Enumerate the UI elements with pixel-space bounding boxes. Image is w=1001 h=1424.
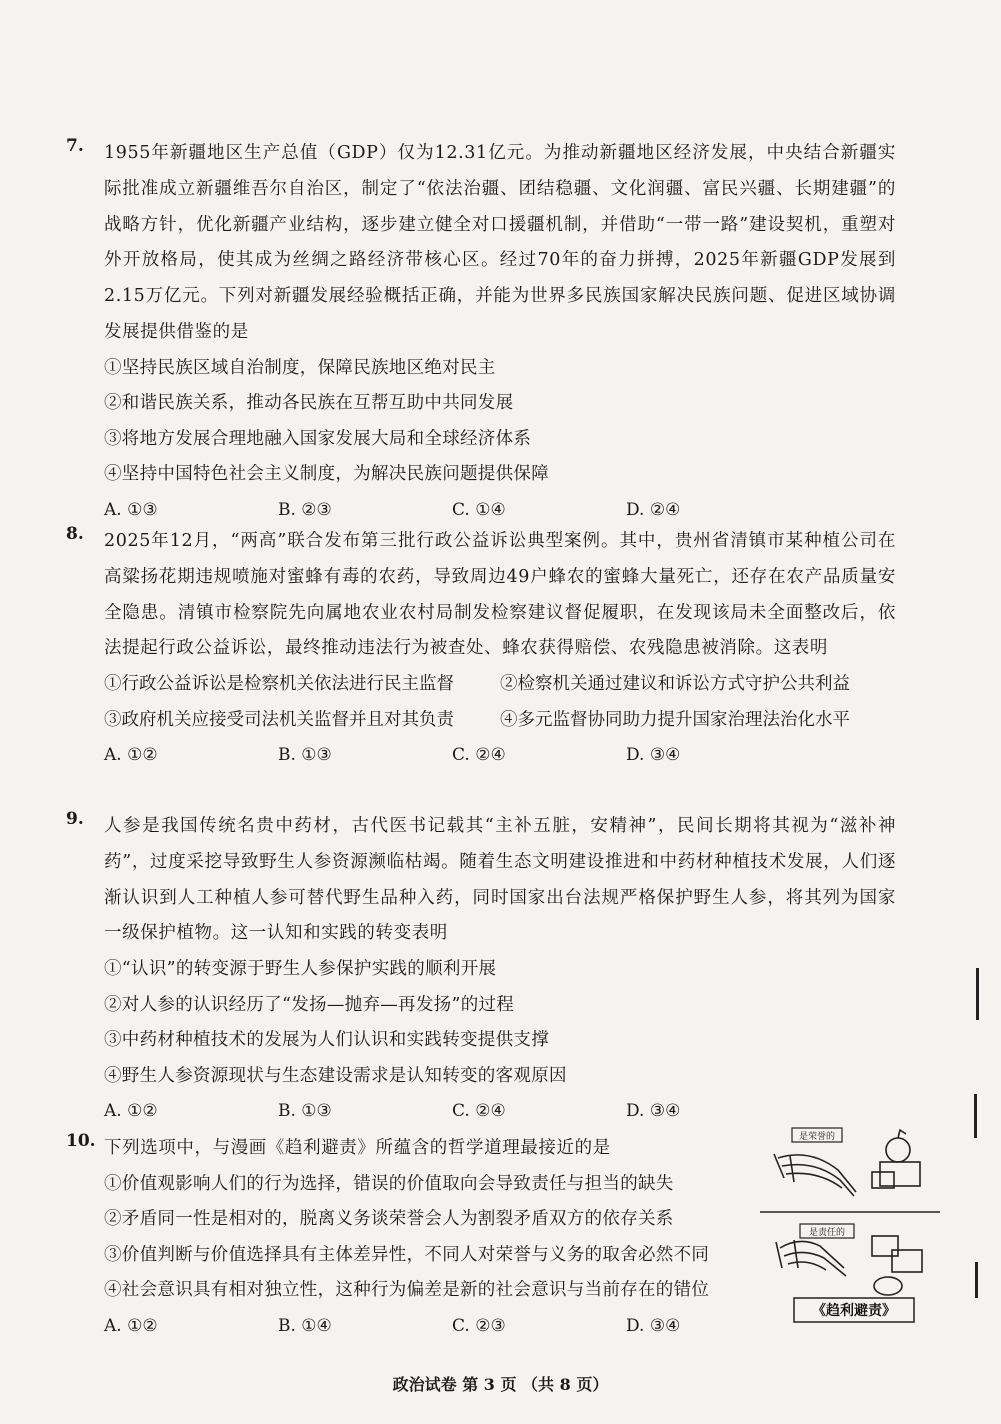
statement-4: ④社会意识具有相对独立性，这种行为偏差是新的社会意识与当前存在的错位: [104, 1280, 710, 1301]
statement-row: [104, 703, 896, 739]
scan-edge-mark: [974, 1094, 977, 1138]
question-number: 8.: [66, 524, 84, 544]
statement-3: ③中药材种植技术的发展为人们认识和实践转变提供支撑: [104, 1030, 549, 1051]
option-a[interactable]: A. ①②: [104, 1101, 158, 1122]
question-9: [66, 809, 896, 1130]
option-c[interactable]: C. ①④: [452, 499, 506, 520]
answer-options: [104, 738, 896, 774]
question-stem: 1955年新疆地区生产总值（GDP）仅为12.31亿元。为推动新疆地区经济发展，中央结合新疆实际批准成立新疆维吾尔自治区，制定了“依法治疆、团结稳疆、文化润疆、富民兴疆、长期建疆”的战略方针，优化新疆产业结构，逐步建立健全对口援疆机制，并借助“一带一路”建设契机，重塑对外开放格局，使其成为丝绸之路经济带核心区。经过70年的奋力拼搏，2025年新疆GDP发展到2.15万亿元。下列对新疆发展经验概括正确，并能为世界多民族国家解决民族问题、促进区域协调发展提供借鉴的是: [104, 143, 896, 342]
question-number: 10.: [66, 1131, 96, 1151]
statement-2: ②对人参的认识经历了“发扬—抛弃—再发扬”的过程: [104, 994, 515, 1015]
option-d[interactable]: D. ③④: [626, 1315, 681, 1336]
question-7: [66, 136, 896, 528]
option-d[interactable]: D. ③④: [626, 1101, 681, 1122]
question-stem: 下列选项中，与漫画《趋利避责》所蕴含的哲学道理最接近的是: [104, 1138, 611, 1158]
answer-options: [104, 493, 896, 529]
scan-edge-mark: [975, 1262, 978, 1298]
question-stem: 人参是我国传统名贵中药材，古代医书记载其“主补五脏，安精神”，民间长期将其视为“滋补神药”，过度采挖导致野生人参资源濒临枯竭。随着生态文明建设推进和中药材种植技术发展，人们逐渐认识到人工种植人参可替代野生品种入药，同时国家出台法规严格保护野生人参，将其列为国家一级保护植物。这一认知和实践的转变表明: [104, 816, 896, 944]
question-number: 9.: [66, 809, 84, 829]
option-a[interactable]: A. ①②: [104, 745, 158, 766]
option-b[interactable]: B. ①③: [278, 1101, 332, 1122]
statement-2: ②矛盾同一性是相对的，脱离义务谈荣誉会人为割裂矛盾双方的依存关系: [104, 1209, 674, 1230]
scan-edge-mark: [976, 968, 979, 1020]
statement-2: ②检察机关通过建议和诉讼方式守护公共利益: [500, 674, 850, 695]
statement-row: [104, 667, 896, 703]
option-c[interactable]: C. ②③: [452, 1315, 506, 1336]
statement-3: ③政府机关应接受司法机关监督并且对其负责: [104, 709, 454, 730]
option-c[interactable]: C. ②④: [452, 1101, 506, 1122]
statement-1: ①价值观影响人们的行为选择，错误的价值取向会导致责任与担当的缺失: [104, 1173, 674, 1194]
option-a[interactable]: A. ①③: [104, 499, 158, 520]
statement-1: ①“认识”的转变源于野生人参保护实践的顺利开展: [104, 959, 497, 980]
statement-1: ①行政公益诉讼是检察机关依法进行民主监督: [104, 674, 454, 695]
statement-4: ④坚持中国特色社会主义制度，为解决民族问题提供保障: [104, 464, 549, 485]
option-d[interactable]: D. ③④: [626, 745, 681, 766]
option-d[interactable]: D. ②④: [626, 499, 681, 520]
statement-2: ②和谐民族关系，推动各民族在互帮互助中共同发展: [104, 393, 514, 414]
option-c[interactable]: C. ②④: [452, 745, 506, 766]
option-a[interactable]: A. ①②: [104, 1315, 158, 1336]
page-footer: 政治试卷 第 3 页 （共 8 页）: [392, 1375, 609, 1394]
statement-4: ④野生人参资源现状与生态建设需求是认知转变的客观原因: [104, 1065, 567, 1086]
statement-1: ①坚持民族区域自治制度，保障民族地区绝对民主: [104, 357, 496, 378]
question-stem: 2025年12月，“两高”联合发布第三批行政公益诉讼典型案例。其中，贵州省清镇市某种植公司在高粱扬花期违规喷施对蜜蜂有毒的农药，导致周边49户蜂农的蜜蜂大量死亡，还存在农产品质量安全隐患。清镇市检察院先向属地农业农村局制发检察建议督促履职，在发现该局未全面整改后，依法提起行政公益诉讼，最终推动违法行为被查处、蜂农获得赔偿、农残隐患被消除。这表明: [104, 531, 896, 659]
cartoon-caption: 《趋利避责》: [812, 1303, 896, 1319]
cartoon-bottom-panel: [776, 1236, 922, 1295]
question-8: [66, 524, 896, 774]
statement-3: ③将地方发展合理地融入国家发展大局和全球经济体系: [104, 428, 532, 449]
statement-3: ③价值判断与价值选择具有主体差异性，不同人对荣誉与义务的取舍必然不同: [104, 1244, 710, 1265]
option-b[interactable]: B. ①③: [278, 745, 332, 766]
option-b[interactable]: B. ②③: [278, 499, 332, 520]
sign-top-text: 是荣誉的: [798, 1132, 836, 1142]
sign-bottom-text: 是责任的: [808, 1228, 846, 1238]
question-number: 7.: [66, 136, 84, 156]
cartoon-drawing: [760, 1118, 940, 1333]
cartoon-image: [760, 1118, 940, 1333]
statement-4: ④多元监督协同助力提升国家治理法治化水平: [500, 709, 850, 730]
option-b[interactable]: B. ①④: [278, 1315, 332, 1336]
